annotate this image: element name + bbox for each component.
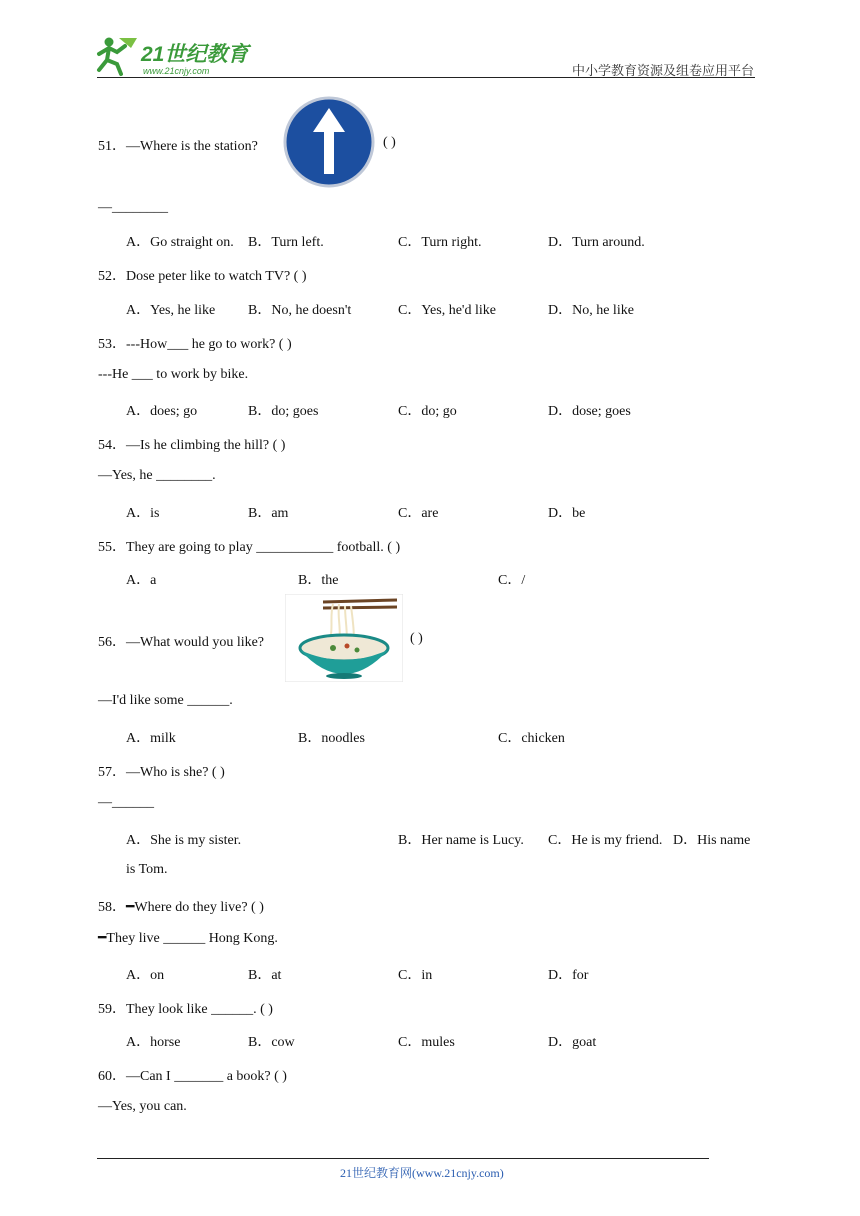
- q51-option-b[interactable]: B．Turn left.: [248, 235, 324, 250]
- q55-option-a[interactable]: A．a: [126, 573, 157, 588]
- q57-option-d-wrap[interactable]: is Tom.: [126, 862, 168, 877]
- q57-option-a[interactable]: A．She is my sister.: [126, 833, 242, 848]
- q56-stem: 56．—What would you like?: [98, 635, 265, 650]
- q52-option-a[interactable]: A．Yes, he like: [126, 303, 216, 318]
- arrow-up-sign-icon: [283, 96, 375, 188]
- q58-option-d[interactable]: D．for: [548, 968, 589, 983]
- q52-option-d[interactable]: D．No, he like: [548, 303, 634, 318]
- q57-stem: 57．—Who is she? ( ): [98, 765, 225, 780]
- q53-option-a[interactable]: A．does; go: [126, 404, 198, 419]
- q60-line2: —Yes, you can.: [98, 1099, 187, 1114]
- q56-option-a[interactable]: A．milk: [126, 731, 176, 746]
- q58-option-b[interactable]: B．at: [248, 968, 282, 983]
- q51-option-c[interactable]: C．Turn right.: [398, 235, 482, 250]
- q54-option-c[interactable]: C．are: [398, 506, 439, 521]
- footer-divider: [97, 1158, 709, 1159]
- q53-option-b[interactable]: B．do; goes: [248, 404, 319, 419]
- q60-stem: 60．—Can I _______ a book? ( ): [98, 1069, 287, 1084]
- q58-option-a[interactable]: A．on: [126, 968, 165, 983]
- q52-stem: 52．Dose peter like to watch TV? ( ): [98, 269, 307, 284]
- q55-option-c[interactable]: C．/: [498, 573, 526, 588]
- q53-stem: 53．---How___ he go to work? ( ): [98, 337, 292, 352]
- site-logo: [95, 34, 265, 78]
- q57-option-b[interactable]: B．Her name is Lucy.: [398, 833, 524, 848]
- q52-option-c[interactable]: C．Yes, he'd like: [398, 303, 496, 318]
- q56-answer-paren: ( ): [410, 631, 423, 646]
- q51-option-d[interactable]: D．Turn around.: [548, 235, 645, 250]
- noodle-bowl-icon: [285, 594, 403, 682]
- svg-text:www.21cnjy.com: www.21cnjy.com: [143, 66, 210, 76]
- q54-option-d[interactable]: D．be: [548, 506, 586, 521]
- q51-answer-line: —________: [98, 200, 168, 215]
- runner-logo-icon: [99, 38, 137, 75]
- q57-answer-line: —______: [98, 795, 154, 810]
- q56-line2: —I'd like some ______.: [98, 693, 233, 708]
- q59-stem: 59．They look like ______. ( ): [98, 1002, 273, 1017]
- q57-option-c[interactable]: C．He is my friend.: [548, 833, 663, 848]
- q58-line2: ━They live ______ Hong Kong.: [98, 931, 278, 946]
- q54-option-b[interactable]: B．am: [248, 506, 289, 521]
- q51-option-a[interactable]: A．Go straight on.: [126, 235, 234, 250]
- q54-option-a[interactable]: A．is: [126, 506, 160, 521]
- q54-line2: —Yes, he ________.: [98, 468, 216, 483]
- q51-answer-paren: ( ): [383, 135, 396, 150]
- q56-option-b[interactable]: B．noodles: [298, 731, 365, 746]
- svg-text:21世纪教育: 21世纪教育: [141, 43, 249, 66]
- q55-option-b[interactable]: B．the: [298, 573, 339, 588]
- q53-line2: ---He ___ to work by bike.: [98, 367, 249, 382]
- q57-option-d[interactable]: D．His name: [673, 833, 751, 848]
- q58-option-c[interactable]: C．in: [398, 968, 433, 983]
- header-divider: [97, 77, 755, 78]
- q59-option-d[interactable]: D．goat: [548, 1035, 597, 1050]
- q59-option-b[interactable]: B．cow: [248, 1035, 295, 1050]
- q53-option-c[interactable]: C．do; go: [398, 404, 457, 419]
- q51-stem: 51．—Where is the station?: [98, 139, 258, 154]
- footer-link[interactable]: 21世纪教育网(www.21cnjy.com): [340, 1166, 504, 1180]
- header-platform-text: 中小学教育资源及组卷应用平台: [572, 63, 755, 78]
- q56-option-c[interactable]: C．chicken: [498, 731, 565, 746]
- q52-option-b[interactable]: B．No, he doesn't: [248, 303, 352, 318]
- q59-option-c[interactable]: C．mules: [398, 1035, 455, 1050]
- q55-stem: 55．They are going to play ___________ football. ( ): [98, 540, 401, 555]
- q58-stem: 58．━Where do they live? ( ): [98, 900, 264, 915]
- q59-option-a[interactable]: A．horse: [126, 1035, 181, 1050]
- q54-stem: 54．—Is he climbing the hill? ( ): [98, 438, 286, 453]
- q53-option-d[interactable]: D．dose; goes: [548, 404, 631, 419]
